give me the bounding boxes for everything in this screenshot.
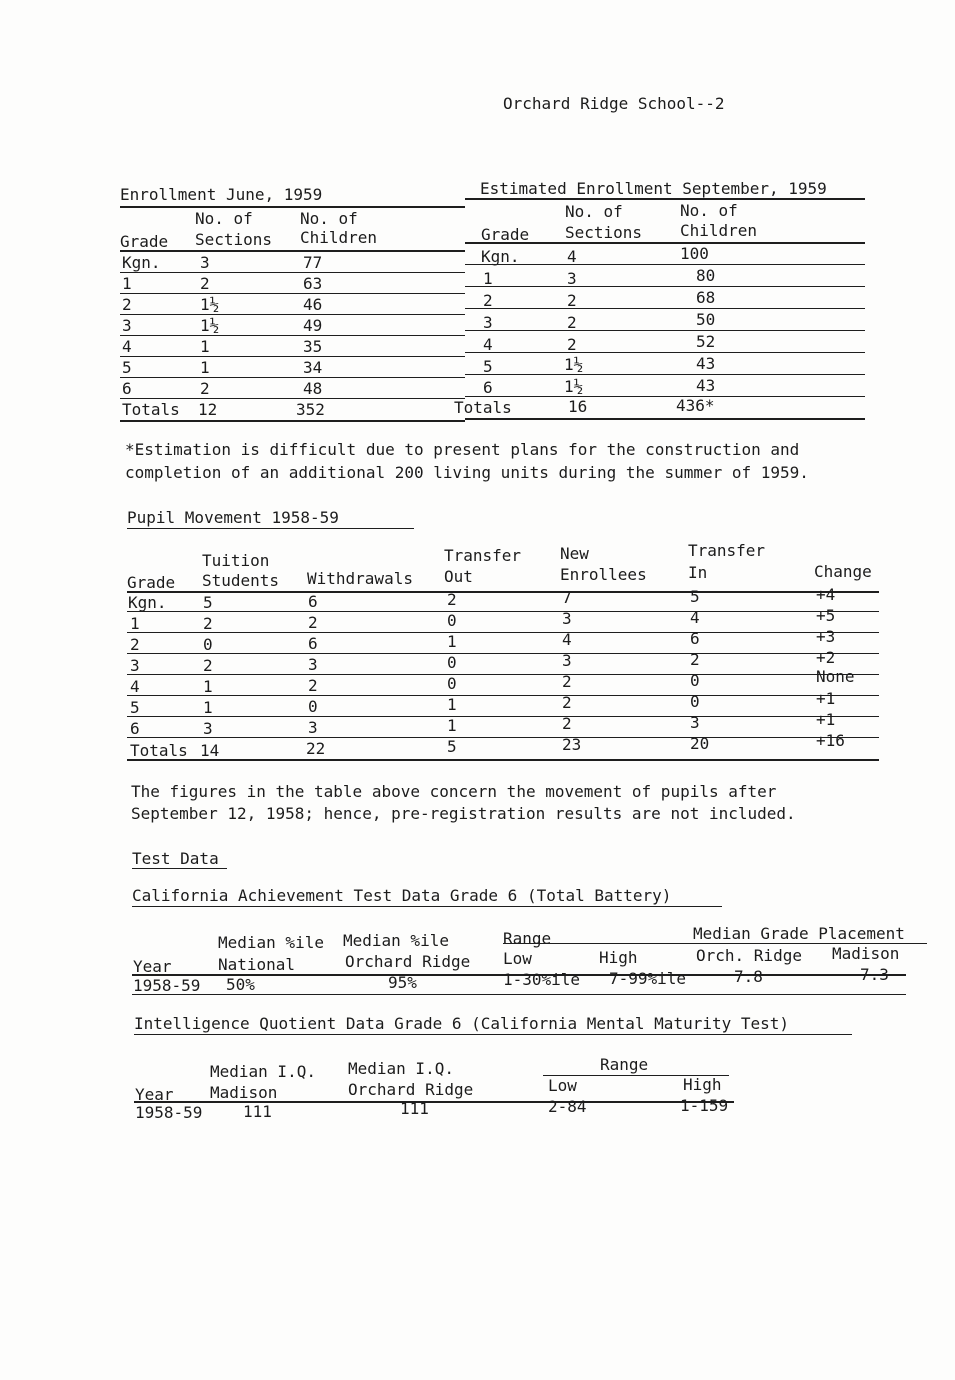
test-data-title: Test Data bbox=[132, 849, 219, 868]
table-cell: 16 bbox=[568, 397, 588, 416]
rule bbox=[127, 695, 879, 696]
table-cell: 6 bbox=[483, 378, 493, 397]
table-cell: 5 bbox=[690, 587, 700, 606]
col-header: Range bbox=[503, 929, 552, 948]
table-cell: 1 bbox=[200, 358, 210, 377]
col-header: Transfer bbox=[688, 541, 766, 560]
table-cell: 0 bbox=[203, 635, 213, 654]
table-cell: 1½ bbox=[564, 355, 584, 374]
estimation-note-line2: completion of an additional 200 living units during the summer of 1959. bbox=[125, 463, 809, 482]
col-header: Sections bbox=[195, 230, 273, 249]
rule bbox=[134, 1101, 734, 1103]
col-header: Students bbox=[202, 571, 280, 590]
table-cell: Kgn. bbox=[128, 593, 167, 612]
table-cell: 2-84 bbox=[548, 1097, 587, 1116]
table-cell: 3 bbox=[130, 656, 140, 675]
col-header: Out bbox=[444, 567, 473, 586]
table-cell: 43 bbox=[696, 376, 716, 395]
col-header: Grade bbox=[127, 573, 176, 592]
rule bbox=[465, 198, 865, 200]
table-cell: 3 bbox=[308, 655, 318, 674]
rule bbox=[465, 352, 865, 353]
table-cell: Totals bbox=[454, 398, 512, 417]
col-header: Grade bbox=[120, 232, 169, 251]
table-cell: 1 bbox=[203, 677, 213, 696]
table-cell: 2 bbox=[567, 291, 577, 310]
table-cell: 2 bbox=[567, 335, 577, 354]
table-cell: 2 bbox=[308, 613, 318, 632]
table-cell: 3 bbox=[567, 269, 577, 288]
col-header: Orch. Ridge bbox=[696, 946, 802, 965]
table-cell: 63 bbox=[303, 274, 323, 293]
table-cell: +2 bbox=[816, 648, 836, 667]
col-header: Sections bbox=[565, 223, 643, 242]
cat-title: California Achievement Test Data Grade 6 (Total Battery) bbox=[132, 886, 672, 905]
table-cell: 7 bbox=[562, 588, 572, 607]
table-cell: 4 bbox=[122, 337, 132, 356]
col-header: Low bbox=[503, 949, 532, 968]
rule bbox=[465, 396, 865, 397]
table-cell: 3 bbox=[200, 253, 210, 272]
table-cell: 2 bbox=[483, 291, 493, 310]
rule bbox=[465, 330, 865, 331]
table-cell: 1958-59 bbox=[135, 1103, 203, 1122]
col-header: Enrollees bbox=[560, 565, 647, 584]
rule bbox=[120, 377, 465, 378]
table-cell: 12 bbox=[198, 400, 218, 419]
rule bbox=[132, 994, 906, 995]
table-cell: 2 bbox=[562, 672, 572, 691]
table-cell: 3 bbox=[483, 313, 493, 332]
table-cell: 2 bbox=[200, 274, 210, 293]
col-header: Orchard Ridge bbox=[345, 952, 471, 971]
table-cell: Totals bbox=[122, 400, 180, 419]
table-cell: 35 bbox=[303, 337, 323, 356]
col-header: Low bbox=[548, 1076, 577, 1095]
col-header: Median Grade Placement bbox=[693, 924, 905, 943]
table-cell: 4 bbox=[567, 247, 577, 266]
enrollment-sept-title: Estimated Enrollment September, 1959 bbox=[480, 179, 827, 198]
rule bbox=[465, 308, 865, 309]
pupil-movement-title: Pupil Movement 1958-59 bbox=[127, 508, 339, 527]
rule bbox=[120, 356, 465, 357]
table-cell: 2 bbox=[200, 379, 210, 398]
page-header: Orchard Ridge School--2 bbox=[503, 94, 725, 113]
table-cell: 7.3 bbox=[860, 965, 889, 984]
rule bbox=[120, 272, 465, 273]
table-cell: 1½ bbox=[200, 295, 220, 314]
col-header: New bbox=[560, 544, 589, 563]
table-cell: 3 bbox=[562, 651, 572, 670]
rule bbox=[120, 335, 465, 336]
col-header: Withdrawals bbox=[307, 569, 413, 588]
table-cell: 23 bbox=[562, 735, 582, 754]
table-cell: 111 bbox=[243, 1102, 272, 1121]
table-cell: 3 bbox=[690, 713, 700, 732]
table-cell: 22 bbox=[306, 739, 326, 758]
rule bbox=[127, 737, 879, 738]
table-cell: 2 bbox=[562, 714, 572, 733]
movement-note-line2: September 12, 1958; hence, pre-registration results are not included. bbox=[131, 804, 796, 823]
table-cell: 6 bbox=[122, 379, 132, 398]
rule bbox=[127, 528, 414, 529]
table-cell: 2 bbox=[690, 650, 700, 669]
table-cell: 43 bbox=[696, 354, 716, 373]
table-cell: 1 bbox=[483, 269, 493, 288]
col-header: Transfer bbox=[444, 546, 522, 565]
col-header: No. of bbox=[680, 201, 738, 220]
table-cell: 2 bbox=[122, 295, 132, 314]
table-cell: None bbox=[816, 667, 855, 686]
table-cell: 0 bbox=[690, 671, 700, 690]
table-cell: 1 bbox=[447, 695, 457, 714]
table-cell: 1½ bbox=[564, 377, 584, 396]
table-cell: 46 bbox=[303, 295, 323, 314]
col-header: Year bbox=[133, 957, 172, 976]
table-cell: 111 bbox=[400, 1099, 429, 1118]
rule bbox=[120, 250, 465, 252]
table-cell: 2 bbox=[562, 693, 572, 712]
rule bbox=[120, 314, 465, 315]
table-cell: 4 bbox=[562, 630, 572, 649]
table-cell: 5 bbox=[447, 737, 457, 756]
col-header: Range bbox=[600, 1055, 649, 1074]
rule bbox=[120, 420, 465, 422]
table-cell: 5 bbox=[203, 593, 213, 612]
table-cell: +1 bbox=[816, 689, 836, 708]
table-cell: 3 bbox=[562, 609, 572, 628]
rule bbox=[465, 242, 865, 244]
col-header: Median I.Q. bbox=[348, 1059, 454, 1078]
rule bbox=[132, 906, 722, 907]
rule bbox=[127, 674, 879, 675]
table-cell: 352 bbox=[296, 400, 325, 419]
rule bbox=[465, 374, 865, 375]
table-cell: 0 bbox=[690, 692, 700, 711]
table-cell: Kgn. bbox=[122, 253, 161, 272]
col-header: Madison bbox=[832, 944, 900, 963]
table-cell: 1 bbox=[122, 274, 132, 293]
table-cell: Kgn. bbox=[481, 247, 520, 266]
table-cell: 1 bbox=[203, 698, 213, 717]
table-cell: 436* bbox=[676, 396, 715, 415]
table-cell: 6 bbox=[308, 592, 318, 611]
col-header: In bbox=[688, 563, 708, 582]
table-cell: 1 bbox=[447, 632, 457, 651]
table-cell: 7.8 bbox=[734, 967, 763, 986]
table-cell: 0 bbox=[447, 674, 457, 693]
table-cell: 77 bbox=[303, 253, 323, 272]
col-header: Median %ile bbox=[218, 933, 324, 952]
rule bbox=[134, 1034, 852, 1035]
rule bbox=[127, 591, 879, 593]
table-cell: 50 bbox=[696, 310, 716, 329]
table-cell: 4 bbox=[690, 608, 700, 627]
table-cell: 48 bbox=[303, 379, 323, 398]
col-header: No. of bbox=[195, 209, 253, 228]
col-header: High bbox=[683, 1075, 722, 1094]
enrollment-june-title: Enrollment June, 1959 bbox=[120, 185, 323, 204]
rule bbox=[465, 286, 865, 287]
table-cell: 0 bbox=[447, 653, 457, 672]
rule bbox=[120, 293, 465, 294]
iq-title: Intelligence Quotient Data Grade 6 (California Mental Maturity Test) bbox=[134, 1014, 790, 1033]
rule bbox=[127, 611, 879, 612]
col-header: National bbox=[218, 955, 296, 974]
rule bbox=[465, 418, 865, 420]
table-cell: 14 bbox=[200, 741, 220, 760]
rule bbox=[120, 398, 465, 399]
rule bbox=[127, 632, 879, 633]
table-cell: 1-30%ile bbox=[503, 970, 581, 989]
table-cell: 2 bbox=[447, 590, 457, 609]
col-header: Median I.Q. bbox=[210, 1062, 316, 1081]
col-header: Children bbox=[680, 221, 758, 240]
col-header: Children bbox=[300, 228, 378, 247]
table-cell: 7-99%ile bbox=[609, 969, 687, 988]
table-cell: +1 bbox=[816, 710, 836, 729]
table-cell: 34 bbox=[303, 358, 323, 377]
rule bbox=[465, 264, 865, 265]
table-cell: 20 bbox=[690, 734, 710, 753]
table-cell: 6 bbox=[690, 629, 700, 648]
table-cell: 1 bbox=[447, 716, 457, 735]
table-cell: 0 bbox=[308, 697, 318, 716]
table-cell: 1 bbox=[130, 614, 140, 633]
table-cell: +5 bbox=[816, 606, 836, 625]
table-cell: +3 bbox=[816, 627, 836, 646]
col-header: Grade bbox=[481, 225, 530, 244]
rule bbox=[127, 716, 879, 717]
table-cell: 5 bbox=[122, 358, 132, 377]
table-cell: 100 bbox=[680, 244, 709, 263]
rule bbox=[127, 759, 879, 761]
col-header: Median %ile bbox=[343, 931, 449, 950]
rule bbox=[132, 868, 227, 869]
table-cell: 68 bbox=[696, 288, 716, 307]
table-cell: 2 bbox=[203, 614, 213, 633]
table-cell: 2 bbox=[308, 676, 318, 695]
col-header: Year bbox=[135, 1085, 174, 1104]
table-cell: 3 bbox=[203, 719, 213, 738]
table-cell: 2 bbox=[203, 656, 213, 675]
table-cell: 49 bbox=[303, 316, 323, 335]
col-header: No. of bbox=[300, 209, 358, 228]
table-cell: 3 bbox=[122, 316, 132, 335]
table-cell: 4 bbox=[130, 677, 140, 696]
table-cell: 5 bbox=[483, 357, 493, 376]
table-cell: Totals bbox=[130, 741, 188, 760]
col-header: Tuition bbox=[202, 551, 270, 570]
table-cell: 5 bbox=[130, 698, 140, 717]
table-cell: 1 bbox=[200, 337, 210, 356]
table-cell: 6 bbox=[130, 719, 140, 738]
table-cell: 1½ bbox=[200, 316, 220, 335]
table-cell: 4 bbox=[483, 335, 493, 354]
movement-note-line1: The figures in the table above concern the movement of pupils after bbox=[131, 782, 777, 801]
col-header: High bbox=[599, 948, 638, 967]
table-cell: 0 bbox=[447, 611, 457, 630]
table-cell: 2 bbox=[130, 635, 140, 654]
table-cell: 1-159 bbox=[680, 1096, 729, 1115]
col-header: Madison bbox=[210, 1083, 278, 1102]
table-cell: 6 bbox=[308, 634, 318, 653]
table-cell: 80 bbox=[696, 266, 716, 285]
col-header: Change bbox=[814, 562, 872, 581]
table-cell: 52 bbox=[696, 332, 716, 351]
rule bbox=[120, 206, 465, 208]
table-cell: 50% bbox=[226, 975, 255, 994]
col-header: No. of bbox=[565, 202, 623, 221]
table-cell: 3 bbox=[308, 718, 318, 737]
table-cell: 95% bbox=[388, 973, 417, 992]
col-header: Orchard Ridge bbox=[348, 1080, 474, 1099]
rule bbox=[127, 653, 879, 654]
table-cell: 2 bbox=[567, 313, 577, 332]
table-cell: +16 bbox=[816, 731, 845, 750]
estimation-note-line1: *Estimation is difficult due to present plans for the construction and bbox=[125, 440, 800, 459]
table-cell: 1958-59 bbox=[133, 976, 201, 995]
table-cell: +4 bbox=[816, 585, 836, 604]
